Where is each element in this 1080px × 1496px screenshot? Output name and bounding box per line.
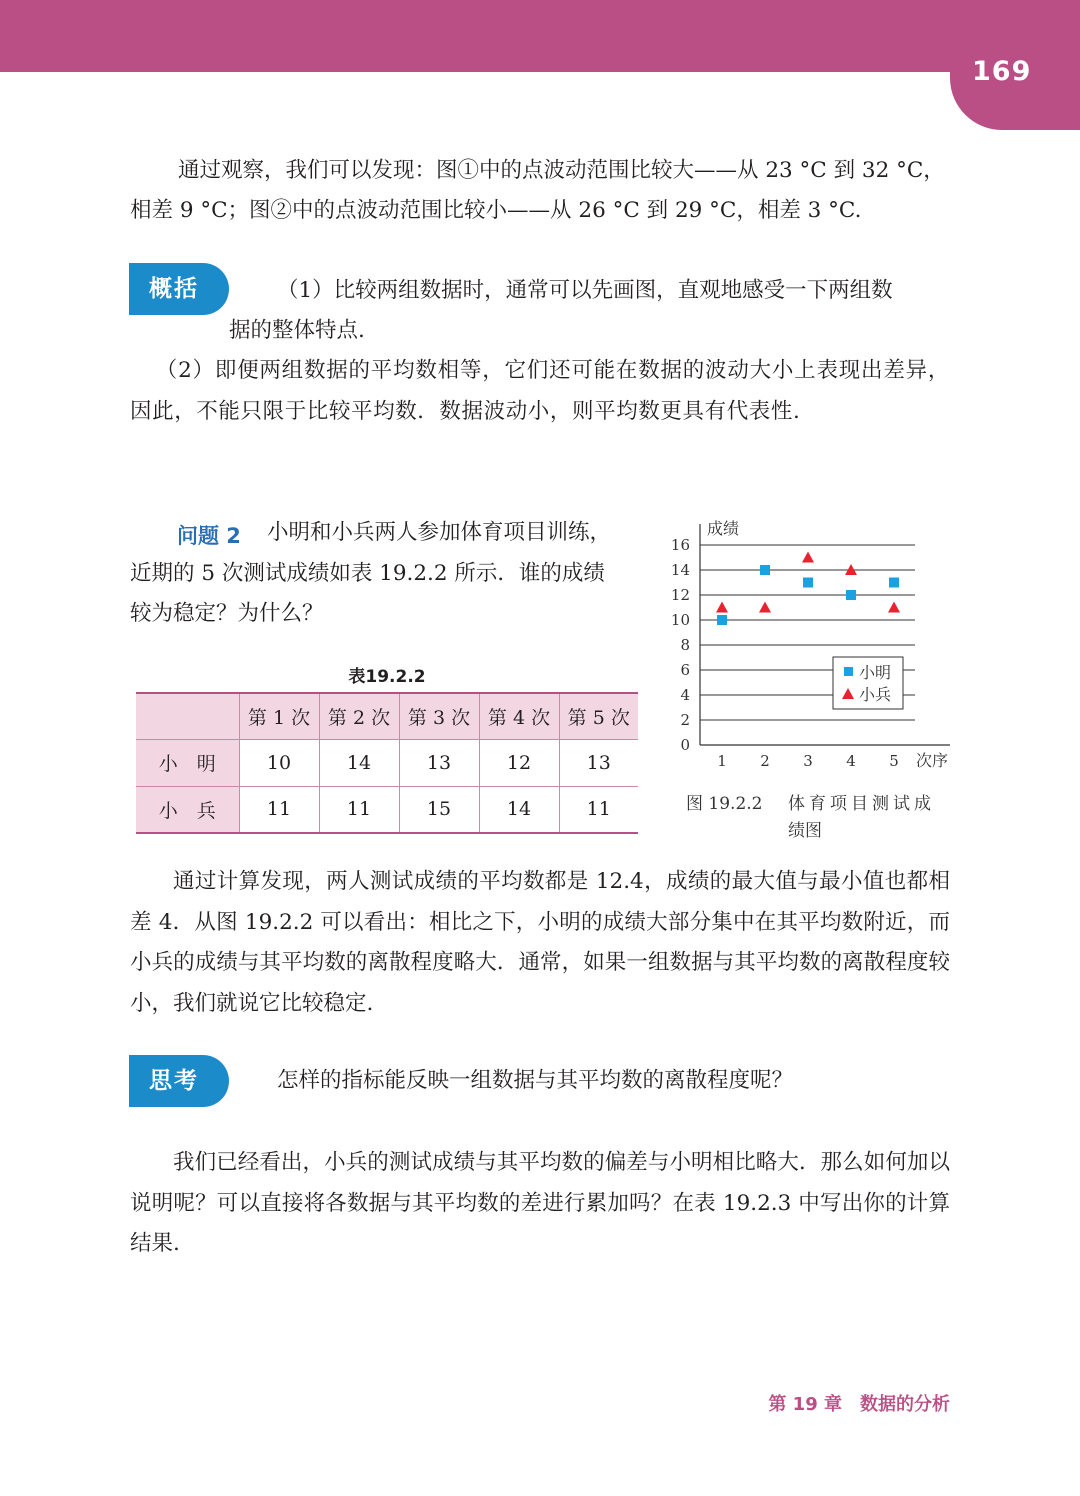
table-header-row xyxy=(136,693,638,740)
table-cell: 11 xyxy=(319,786,399,833)
table-cell: 11 xyxy=(239,786,319,833)
y-tick-label: 4 xyxy=(680,686,690,704)
y-tick-label: 16 xyxy=(670,536,690,554)
table-cell: 12 xyxy=(479,740,559,786)
table-row xyxy=(136,740,638,786)
table-cell: 15 xyxy=(399,786,479,833)
table-header-cell: 第 4 次 xyxy=(479,693,559,740)
table-caption: 表19.2.2 xyxy=(348,667,426,687)
x-tick-label: 5 xyxy=(889,752,899,770)
table-header-cell: 第 5 次 xyxy=(559,693,638,740)
point-小兵 xyxy=(716,602,728,613)
table-cell: 14 xyxy=(319,740,399,786)
point-小兵 xyxy=(802,552,814,563)
figure-caption-line-2: 绩图 xyxy=(788,821,822,841)
summary-point-1-line-2: 据的整体特点. xyxy=(229,318,365,343)
closing-paragraph: 我们已经看出，小兵的测试成绩与其平均数的偏差与小明相比略大．那么如何加以说明呢？可以直接将各数据与其平均数的差进行累加吗？在表 19.2.3 中写出你的计算结果. xyxy=(130,1150,950,1256)
y-axis-label: 成绩 xyxy=(707,519,740,538)
page-number: 169 xyxy=(972,56,1032,87)
score-scatter-chart xyxy=(660,510,960,780)
table-row xyxy=(136,786,638,833)
y-tick-label: 14 xyxy=(670,561,690,579)
table-cell: 11 xyxy=(559,786,638,833)
x-tick-label: 4 xyxy=(846,752,856,770)
analysis-paragraph: 通过计算发现，两人测试成绩的平均数都是 12.4，成绩的最大值与最小值也都相差 4．从图 19.2.2 可以看出：相比之下，小明的成绩大部分集中在其平均数附近，而小兵的成绩与其平均数的离散程度略大．通常，如果一组数据与其平均数的离散程度较小，我们就说它比较稳定. xyxy=(130,869,950,1016)
row-label: 小 明 xyxy=(136,740,239,786)
x-axis-label: 次序 xyxy=(916,751,949,770)
score-table xyxy=(136,692,638,834)
point-小兵 xyxy=(759,602,771,613)
y-tick-label: 10 xyxy=(670,611,690,629)
table-cell: 10 xyxy=(239,740,319,786)
question-line-1: 小明和小兵两人参加体育项目训练， xyxy=(267,520,612,545)
point-小兵 xyxy=(888,602,900,613)
figure-label: 图 19.2.2 xyxy=(686,794,763,814)
question-title: 问题 2 xyxy=(177,524,241,548)
question-line-2: 近期的 5 次测试成绩如表 19.2.2 所示．谁的成绩 xyxy=(130,561,605,586)
x-tick-label: 1 xyxy=(717,752,727,770)
table-header-cell: 第 2 次 xyxy=(319,693,399,740)
think-question: 怎样的指标能反映一组数据与其平均数的离散程度呢？ xyxy=(277,1068,794,1093)
y-tick-label: 8 xyxy=(680,636,690,654)
point-小明 xyxy=(760,565,770,575)
y-tick-label: 6 xyxy=(680,661,690,679)
footer-chapter: 第 19 章 数据的分析 xyxy=(768,1394,950,1415)
table-header-cell xyxy=(136,693,239,740)
table-cell: 13 xyxy=(399,740,479,786)
legend-marker xyxy=(844,667,853,676)
y-tick-label: 2 xyxy=(680,711,690,729)
table-cell: 14 xyxy=(479,786,559,833)
x-tick-label: 2 xyxy=(760,752,770,770)
figure-caption-line-1: 体育项目测试成 xyxy=(788,794,935,814)
legend-label: 小明 xyxy=(859,663,892,682)
legend-label: 小兵 xyxy=(859,685,892,704)
point-小明 xyxy=(889,578,899,588)
y-tick-label: 0 xyxy=(680,736,690,754)
summary-badge: 概括 xyxy=(129,263,229,315)
summary-point-1-line-1: （1）比较两组数据时，通常可以先画图，直观地感受一下两组数 xyxy=(277,278,893,303)
y-tick-label: 12 xyxy=(670,586,690,604)
table-cell: 13 xyxy=(559,740,638,786)
point-小明 xyxy=(717,615,727,625)
row-label: 小 兵 xyxy=(136,786,239,833)
intro-line-2: 相差 9 °C；图②中的点波动范围比较小——从 26 °C 到 29 °C，相差 3 °C. xyxy=(130,198,862,223)
table-header-cell: 第 1 次 xyxy=(239,693,319,740)
think-badge: 思考 xyxy=(129,1055,229,1107)
point-小明 xyxy=(803,578,813,588)
summary-point-2: （2）即便两组数据的平均数相等，它们还可能在数据的波动大小上表现出差异，因此，不能只限于比较平均数．数据波动小，则平均数更具有代表性. xyxy=(130,358,950,424)
x-tick-label: 3 xyxy=(803,752,813,770)
intro-line-1: 通过观察，我们可以发现：图①中的点波动范围比较大——从 23 °C 到 32 °C， xyxy=(178,158,945,183)
header-bar xyxy=(0,0,1080,72)
table-header-cell: 第 3 次 xyxy=(399,693,479,740)
question-line-3: 较为稳定？为什么？ xyxy=(130,601,324,626)
point-小明 xyxy=(846,590,856,600)
